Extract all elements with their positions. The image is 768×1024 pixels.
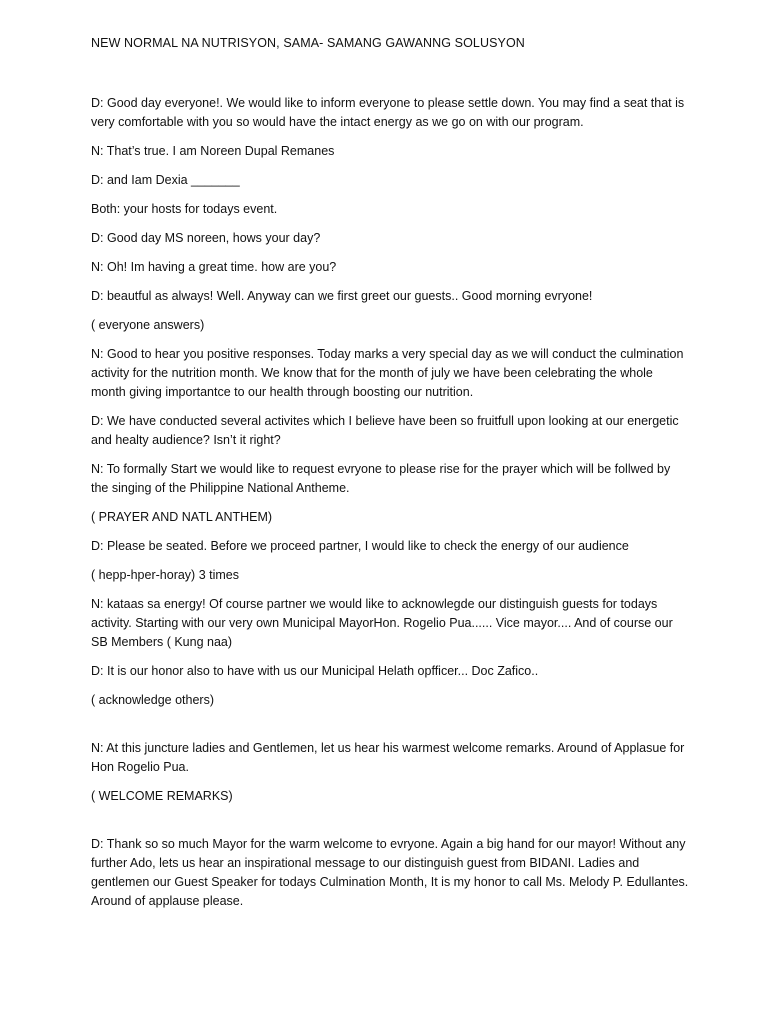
paragraph-both-hosts: Both: your hosts for todays event.	[91, 202, 278, 216]
paragraph-n-special-day: N: Good to hear you positive responses. Today marks a very special day as we will conduct the culmination activity for the nutrition month. We know that for the month of july we have been celebrating the whole month giving importantce to our health through boosting our nutrition.	[91, 347, 684, 399]
paragraph-n-acknowledge-guests: N: kataas sa energy! Of course partner we would like to acknowlegde our distinguish guests for todays activity. Starting with our very own Municipal MayorHon. Rogelio Pua...... Vice mayor.... And of course our SB Members ( Kung naa)	[91, 597, 673, 649]
paragraph-n-answer: N: Oh! Im having a great time. how are you?	[91, 260, 337, 274]
paragraph-stage-direction-cheer: ( hepp-hper-horay) 3 times	[91, 568, 239, 582]
paragraph-host-n-intro: N: That’s true. I am Noreen Dupal Remanes	[91, 144, 335, 158]
paragraph-d-question: D: Good day MS noreen, hows your day?	[91, 231, 321, 245]
paragraph-host-d-intro: D: and Iam Dexia _______	[91, 173, 240, 187]
paragraph-stage-direction-anthem: ( PRAYER AND NATL ANTHEM)	[91, 510, 273, 524]
paragraph-d-health-officer: D: It is our honor also to have with us our Municipal Helath opfficer... Doc Zafico..	[91, 664, 539, 678]
document-body	[91, 94, 691, 921]
paragraph-d-guest-speaker: D: Thank so so much Mayor for the warm welcome to evryone. Again a big hand for our mayor! Without any further Ado, lets us hear an inspirational message to our distinguish guest from BIDANI. Ladies and gentlemen our Guest Speaker for todays Culmination Month, It is my honor to call Ms. Melody P. Edullantes. Around of applause please.	[91, 837, 689, 908]
document-title: NEW NORMAL NA NUTRISYON, SAMA- SAMANG GAWANNG SOLUSYON	[91, 36, 525, 50]
paragraph-n-prayer: N: To formally Start we would like to request evryone to please rise for the prayer which will be follwed by the singing of the Philippine National Antheme.	[91, 462, 671, 495]
paragraph-n-welcome-remarks: N: At this juncture ladies and Gentlemen, let us hear his warmest welcome remarks. Around of Applasue for Hon Rogelio Pua.	[91, 741, 685, 774]
paragraph-d-be-seated: D: Please be seated. Before we proceed partner, I would like to check the energy of our audience	[91, 539, 629, 553]
paragraph-stage-direction-answers: ( everyone answers)	[91, 318, 205, 332]
paragraph-host-d-greeting: D: Good day everyone!. We would like to inform everyone to please settle down. You may find a seat that is very comfortable with you so would have the intact energy as we go on with our program.	[91, 96, 685, 129]
paragraph-stage-direction-welcome: ( WELCOME REMARKS)	[91, 789, 233, 803]
paragraph-d-activities: D: We have conducted several activites which I believe have been so fruitfull upon looking at our energetic and healty audience? Isn’t it right?	[91, 414, 679, 447]
paragraph-d-greet-guests: D: beautful as always! Well. Anyway can we first greet our guests.. Good morning evryone!	[91, 289, 593, 303]
paragraph-stage-direction-acknowledge: ( acknowledge others)	[91, 693, 214, 707]
